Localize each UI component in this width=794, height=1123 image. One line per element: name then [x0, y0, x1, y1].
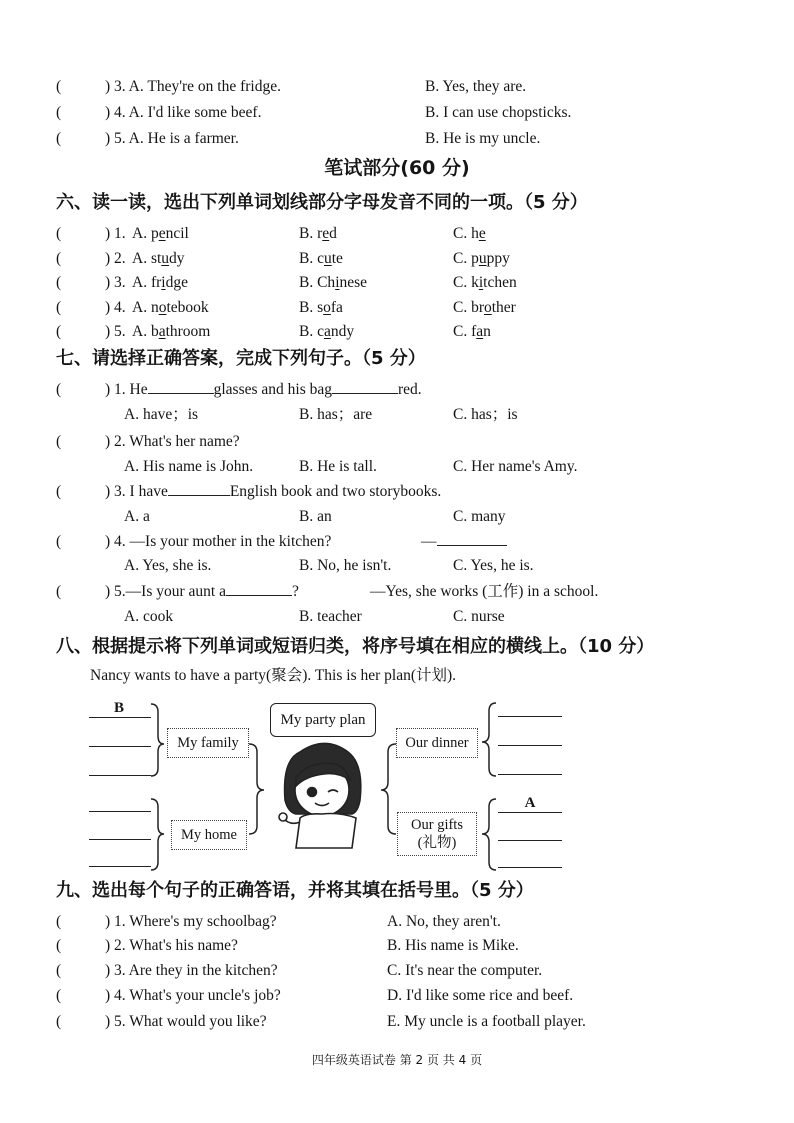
- word-part: B. c: [299, 250, 324, 267]
- dinner-answer-line[interactable]: [498, 745, 562, 746]
- underlined-letter: e: [158, 225, 166, 242]
- option-b: B. an: [299, 508, 332, 525]
- item-stem: ( ) 4. A. I'd like some beef.: [56, 102, 261, 124]
- word-part: A. n: [132, 299, 159, 316]
- underlined-letter: u: [161, 250, 170, 267]
- item-stem: ( ) 3. A. They're on the fridge.: [56, 76, 281, 98]
- gifts-label-cn: (礼物): [417, 835, 457, 852]
- written-part-title: 笔试部分(60 分): [324, 157, 470, 179]
- reply-dash: —: [421, 533, 437, 550]
- family-brace: [151, 704, 164, 776]
- s6-item-2: [0, 248, 794, 270]
- q5-stem: ) 5.—Is your aunt a: [105, 583, 226, 600]
- listening-item-5: [0, 128, 794, 150]
- word-part: C. k: [453, 274, 479, 291]
- option-a: [132, 248, 185, 270]
- word-part: C. h: [453, 225, 479, 242]
- category-our-dinner: Our dinner: [396, 728, 478, 758]
- option-b: B. He is my uncle.: [425, 130, 541, 147]
- question-text: [56, 581, 299, 603]
- underlined-letter: u: [478, 250, 487, 267]
- answer-blank[interactable]: [437, 531, 507, 546]
- girl-illustration: [279, 744, 361, 849]
- option-a: A. Yes, she is.: [124, 557, 212, 574]
- word-part: C. p: [453, 250, 479, 267]
- answer-option: B. His name is Mike.: [387, 937, 519, 954]
- underlined-letter: i: [335, 274, 340, 291]
- question-text: [56, 379, 422, 401]
- gifts-brace: [482, 799, 496, 870]
- s7-q3-options: [0, 506, 794, 528]
- section-7-title: 七、请选择正确答案，完成下列句子。（5 分）: [56, 348, 426, 369]
- word-part: tchen: [483, 274, 517, 291]
- option-c: C. nurse: [453, 608, 505, 625]
- question-text: ( ) 1. Where's my schoolbag?: [56, 911, 277, 933]
- option-b: [299, 248, 343, 270]
- gifts-answer-line[interactable]: [498, 840, 562, 841]
- word-part: B. c: [299, 323, 324, 340]
- word-part: A. st: [132, 250, 162, 267]
- option-c: C. Yes, he is.: [453, 557, 534, 574]
- answer-blank[interactable]: [148, 379, 214, 394]
- s7-q2: [0, 431, 794, 453]
- hint-letter-b: B: [113, 700, 124, 716]
- dinner-answer-line[interactable]: [498, 774, 562, 775]
- item-number: ( ) 5.: [56, 321, 126, 343]
- word-part: ther: [491, 299, 516, 316]
- word-part: ndy: [330, 323, 355, 340]
- hint-letter-a: A: [524, 795, 536, 811]
- option-a: A. His name is John.: [124, 458, 254, 475]
- s7-q4-options: [0, 555, 794, 577]
- underlined-letter: u: [323, 250, 332, 267]
- gifts-answer-line[interactable]: [498, 812, 562, 813]
- item-number: ( ) 1.: [56, 223, 126, 245]
- section-8-intro: [0, 665, 794, 687]
- question-text: ( ) 5. What would you like?: [56, 1011, 267, 1033]
- option-c: [453, 297, 516, 319]
- q1-end: red.: [398, 381, 422, 398]
- option-a: [132, 297, 209, 319]
- s7-q2-options: [0, 456, 794, 478]
- underlined-letter: o: [158, 299, 167, 316]
- s7-q5-options: [0, 606, 794, 628]
- underlined-letter: o: [323, 299, 331, 316]
- s7-q1-options: [0, 404, 794, 426]
- answer-option: D. I'd like some rice and beef.: [387, 987, 574, 1004]
- q1-stem: ) 1. He: [105, 381, 148, 398]
- word-part: te: [331, 250, 343, 267]
- home-answer-line[interactable]: [89, 839, 151, 840]
- option-c: [453, 272, 517, 294]
- section-6-title: 六、读一读，选出下列单词划线部分字母发音不同的一项。（5 分）: [56, 192, 588, 213]
- option-b: B. No, he isn't.: [299, 557, 392, 574]
- s7-q4: [0, 531, 794, 553]
- option-b: [299, 321, 354, 343]
- word-part: B. r: [299, 225, 323, 242]
- reply-line: [421, 531, 507, 553]
- underlined-letter: a: [323, 323, 331, 340]
- answer-blank[interactable]: [332, 379, 398, 394]
- s9-item-3: [0, 960, 794, 982]
- underlined-letter: a: [158, 323, 166, 340]
- word-part: nese: [339, 274, 368, 291]
- word-part: A. p: [132, 225, 159, 242]
- item-number: ( ) 3.: [56, 272, 126, 294]
- question-text: [56, 481, 441, 503]
- option-a: A. have；is: [124, 406, 199, 423]
- option-c: [453, 223, 486, 245]
- question-text: ( ) 2. What's his name?: [56, 935, 238, 957]
- reply-text: —Yes, she works (工作) in a school.: [370, 583, 599, 600]
- word-part: d: [329, 225, 337, 242]
- option-c: [453, 248, 510, 270]
- word-part: throom: [165, 323, 211, 340]
- word-part: fa: [330, 299, 343, 316]
- family-answer-line[interactable]: [89, 746, 151, 747]
- underlined-letter: o: [484, 299, 492, 316]
- word-part: tebook: [166, 299, 209, 316]
- question-text: ( ) 4. —Is your mother in the kitchen?: [56, 531, 331, 553]
- question-text: ( ) 2. What's her name?: [56, 431, 240, 453]
- home-brace: [151, 799, 164, 870]
- option-c: [453, 321, 491, 343]
- question-text: ( ) 3. Are they in the kitchen?: [56, 960, 278, 982]
- item-number: ( ) 4.: [56, 297, 126, 319]
- dinner-brace: [482, 703, 496, 776]
- plan-right-brace: [381, 744, 396, 834]
- section-8-title: 八、根据提示将下列单词或短语归类，将序号填在相应的横线上。（10 分）: [56, 636, 655, 657]
- word-part: n: [483, 323, 491, 340]
- s9-item-2: [0, 935, 794, 957]
- option-c: C. many: [453, 508, 506, 525]
- plan-left-brace: [249, 744, 264, 834]
- party-plan-bubble: My party plan: [270, 703, 376, 737]
- s6-item-4: [0, 297, 794, 319]
- option-b: [299, 223, 337, 245]
- s6-item-3: [0, 272, 794, 294]
- s6-item-1: [0, 223, 794, 245]
- option-a: A. a: [124, 508, 150, 525]
- option-a: A. cook: [124, 608, 174, 625]
- answer-option: C. It's near the computer.: [387, 962, 543, 979]
- word-part: A. fr: [132, 274, 162, 291]
- q3-stem: ) 3. I have: [105, 483, 168, 500]
- family-answer-line[interactable]: [89, 775, 151, 776]
- s7-q3: [0, 481, 794, 503]
- underlined-letter: e: [478, 225, 486, 242]
- option-b: [299, 272, 367, 294]
- question-text: ( ) 4. What's your uncle's job?: [56, 985, 281, 1007]
- gifts-answer-line[interactable]: [498, 867, 562, 868]
- q3-end: English book and two storybooks.: [229, 483, 442, 500]
- home-answer-line[interactable]: [89, 811, 151, 812]
- option-b: [299, 297, 343, 319]
- option-a: [132, 223, 189, 245]
- intro-text: Nancy wants to have a party(聚会). This is her plan(计划).: [90, 667, 457, 684]
- option-c: C. Her name's Amy.: [453, 458, 578, 475]
- s9-item-1: [0, 911, 794, 933]
- s7-q1: [0, 379, 794, 401]
- section-9-title: 九、选出每个句子的正确答语，并将其填在括号里。（5 分）: [56, 880, 534, 901]
- answer-option: E. My uncle is a football player.: [387, 1013, 586, 1030]
- answer-option: A. No, they aren't.: [387, 913, 501, 930]
- q1-mid: glasses and his bag: [213, 381, 333, 398]
- underlined-letter: e: [322, 225, 330, 242]
- category-our-gifts: [397, 812, 477, 856]
- s7-q5: [0, 581, 794, 603]
- option-b: B. He is tall.: [299, 458, 377, 475]
- answer-blank[interactable]: [226, 581, 292, 596]
- item-stem: ( ) 5. A. He is a farmer.: [56, 128, 239, 150]
- family-answer-line[interactable]: [89, 717, 151, 718]
- dinner-answer-line[interactable]: [498, 716, 562, 717]
- category-my-family: My family: [167, 728, 249, 758]
- option-b: B. teacher: [299, 608, 362, 625]
- word-part: B. Ch: [299, 274, 336, 291]
- word-part: dge: [165, 274, 188, 291]
- item-number: ( ) 2.: [56, 248, 126, 270]
- home-answer-line[interactable]: [89, 866, 151, 867]
- option-a: [132, 272, 188, 294]
- word-part: C. f: [453, 323, 477, 340]
- word-part: ncil: [165, 225, 189, 242]
- underlined-letter: i: [161, 274, 166, 291]
- word-part: ppy: [486, 250, 510, 267]
- option-b: B. I can use chopsticks.: [425, 104, 572, 121]
- page-footer: 四年级英语试卷 第 2 页 共 4 页: [311, 1053, 483, 1067]
- q5-qmark: ?: [291, 583, 299, 600]
- word-part: dy: [169, 250, 185, 267]
- s9-item-5: [0, 1011, 794, 1033]
- listening-item-4: [0, 102, 794, 124]
- option-a: [132, 321, 210, 343]
- gifts-label: Our gifts: [411, 817, 463, 833]
- underlined-letter: i: [478, 274, 484, 291]
- s9-item-4: [0, 985, 794, 1007]
- option-b: B. has；are: [299, 406, 373, 423]
- listening-item-3: [0, 76, 794, 98]
- category-my-home: My home: [171, 820, 247, 850]
- option-b: B. Yes, they are.: [425, 78, 527, 95]
- word-part: A. b: [132, 323, 159, 340]
- option-c: C. has；is: [453, 406, 518, 423]
- word-part: B. s: [299, 299, 324, 316]
- word-part: C. br: [453, 299, 484, 316]
- underlined-letter: a: [476, 323, 484, 340]
- answer-blank[interactable]: [168, 481, 230, 496]
- s6-item-5: [0, 321, 794, 343]
